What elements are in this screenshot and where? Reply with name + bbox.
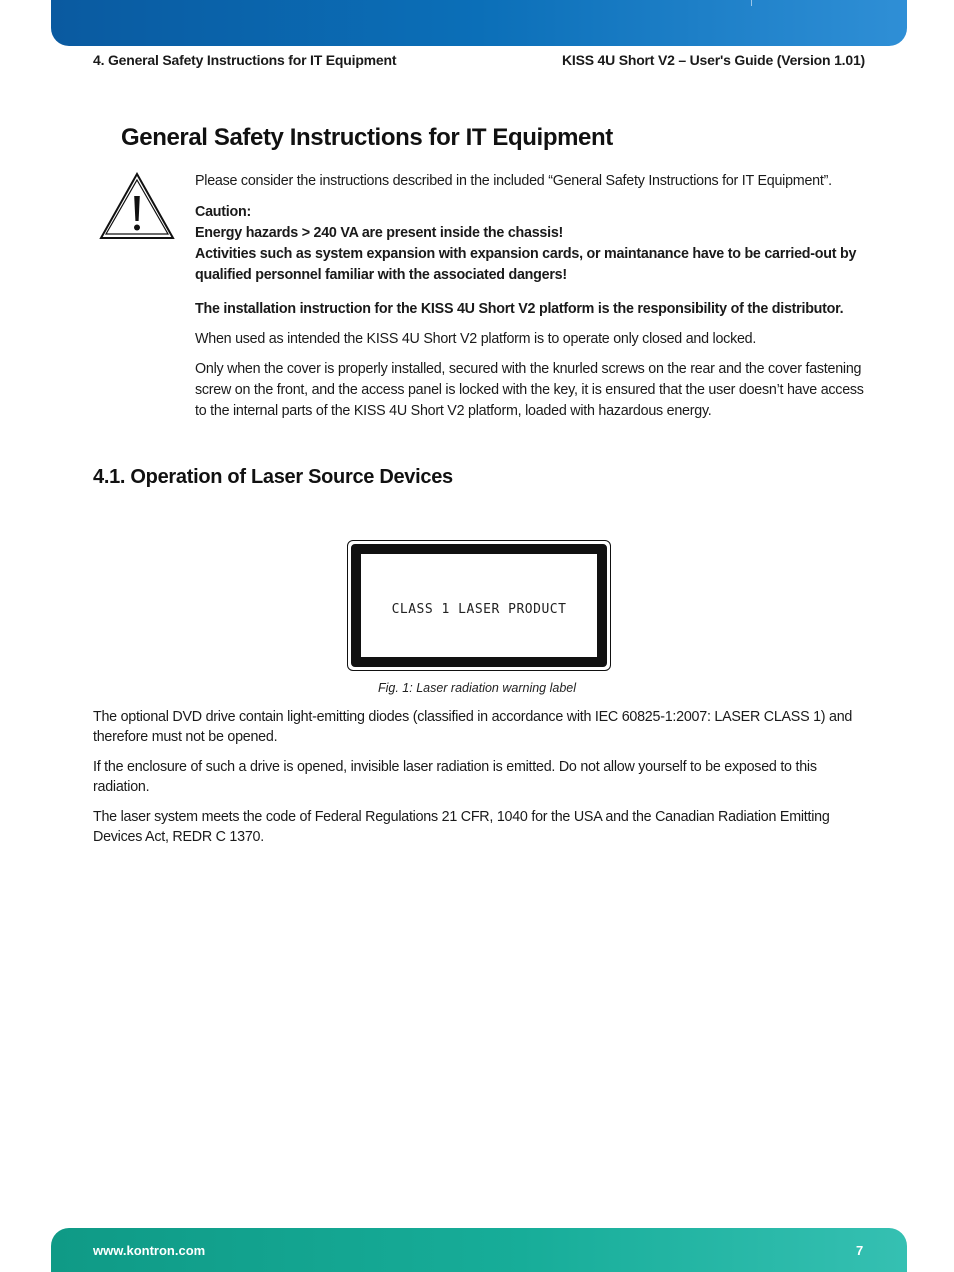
caution-energy-hazard: Energy hazards > 240 VA are present inside the chassis! [195, 225, 564, 241]
header-banner [51, 0, 907, 46]
caution-qualified-personnel: Activities such as system expansion with expansion cards, or maintanance have to be carried-out by qualified personnel familiar with the associated dangers! [195, 246, 857, 283]
laser-warning-label [347, 540, 611, 671]
page-number: 7 [856, 1243, 864, 1258]
running-header [93, 52, 865, 70]
figure-caption: Fig. 1: Laser radiation warning label [377, 681, 577, 695]
installation-note: The installation instruction for the KISS 4U Short V2 platform is the responsibility of the distributor. [195, 301, 844, 317]
intended-use-paragraph: When used as intended the KISS 4U Short V2 platform is to operate only closed and locked. [195, 331, 757, 347]
cover-paragraph: Only when the cover is properly installed, secured with the knurled screws on the rear and the cover fastening screw on the front, and the access panel is locked with the key, it is ensured that the user doesn’t have access to the internal parts of the KISS 4U Short V2 platform, loaded with hazardous energy. [195, 361, 864, 419]
header-chapter: 4. General Safety Instructions for IT Equipment [93, 52, 397, 68]
header-doc-title: KISS 4U Short V2 – User's Guide (Version 1.01) [561, 52, 865, 68]
dvd-drive-paragraph: The optional DVD drive contain light-emitting diodes (classified in accordance with IEC 60825-1:2007: LASER CLASS 1) and therefore must not be opened. [93, 709, 853, 745]
footer-url[interactable]: www.kontron.com [93, 1243, 206, 1258]
intro-paragraph: Please consider the instructions described in the included “General Safety Instructions for IT Equipment”. [195, 173, 832, 189]
warning-triangle-icon [99, 172, 175, 240]
banner-mark [751, 0, 752, 6]
label-text: CLASS 1 LASER PRODUCT [391, 602, 567, 617]
regulations-paragraph: The laser system meets the code of Federal Regulations 21 CFR, 1040 for the USA and the Canadian Radiation Emitting Devices Act, REDR C 1370. [93, 809, 830, 845]
label-inner-frame [351, 544, 607, 667]
enclosure-paragraph: If the enclosure of such a drive is opened, invisible laser radiation is emitted. Do not allow yourself to be exposed to this radiation. [93, 759, 817, 795]
caution-block [195, 202, 875, 286]
subsection-title: 4.1. Operation of Laser Source Devices [93, 466, 453, 488]
caution-label: Caution: [195, 204, 251, 220]
section-title: General Safety Instructions for IT Equipment [121, 124, 613, 151]
